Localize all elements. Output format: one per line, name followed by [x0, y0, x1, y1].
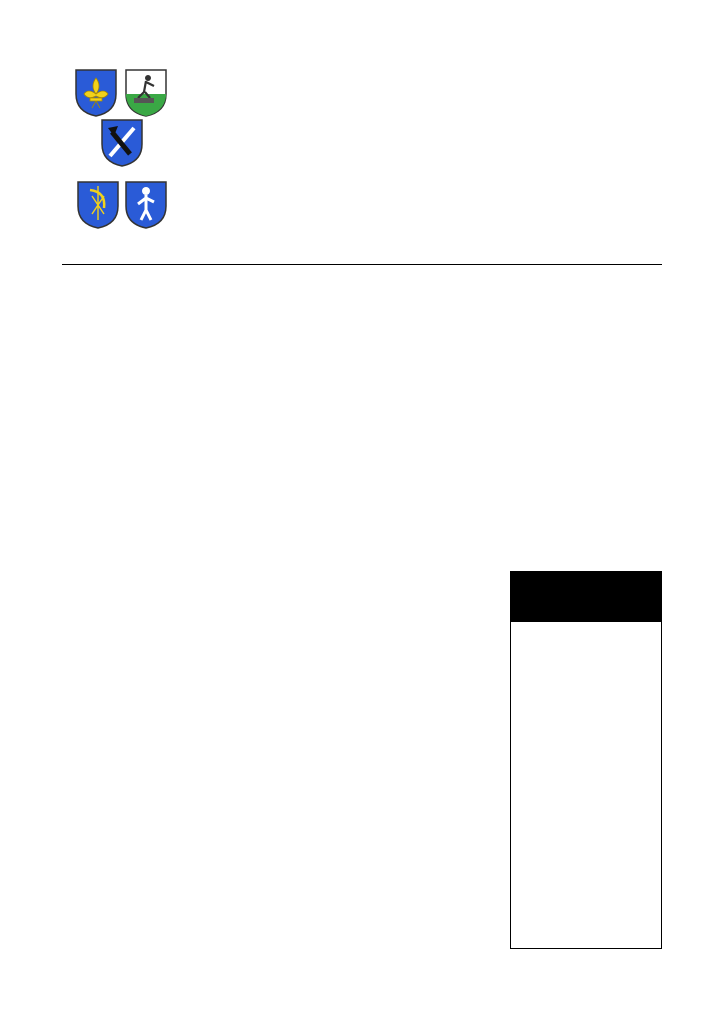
column-3 — [360, 303, 500, 307]
column-4 — [510, 304, 662, 312]
column-1 — [64, 306, 206, 314]
crest-miner-icon — [124, 180, 168, 230]
crest-pick-hammer-icon — [100, 118, 144, 168]
crest-blacksmith-icon — [124, 68, 168, 118]
in-this-issue-heading — [511, 572, 661, 622]
crest-sickle-icon — [76, 180, 120, 230]
in-this-issue-box — [510, 571, 662, 949]
header-rule — [62, 264, 662, 265]
crest-lily-icon — [74, 68, 118, 118]
issue-line — [76, 238, 116, 260]
